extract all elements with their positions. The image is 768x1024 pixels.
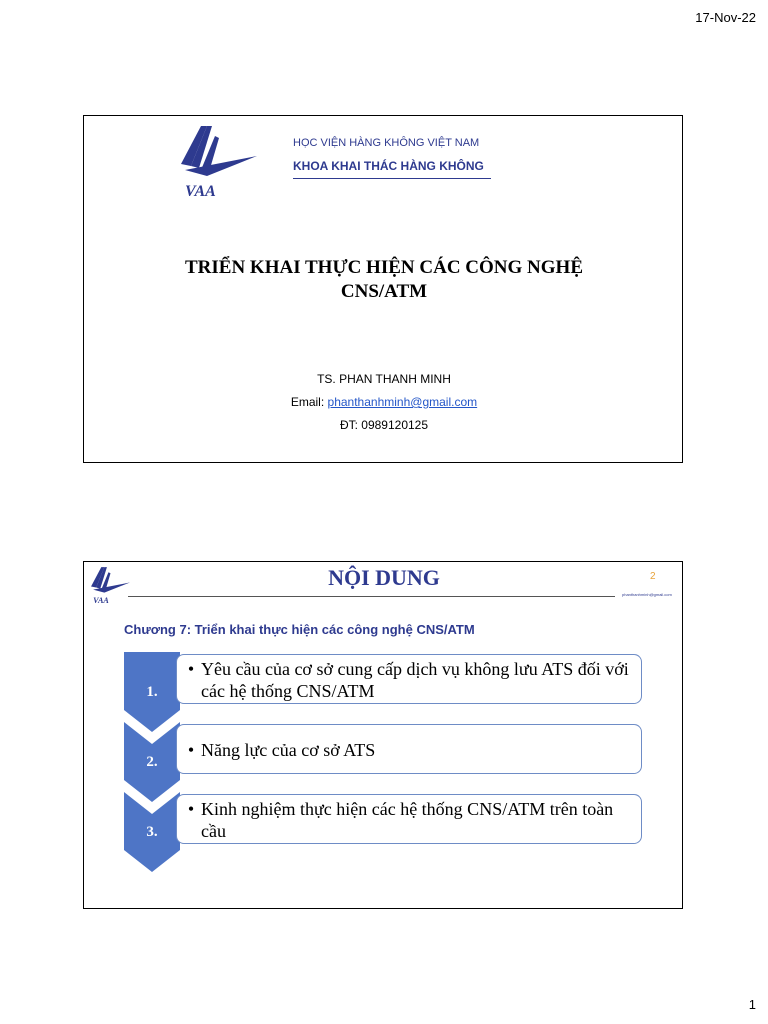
slide-number: 2: [650, 571, 656, 582]
title-line-2: CNS/ATM: [340, 281, 428, 302]
item-box: [176, 654, 642, 704]
slide-title: [114, 256, 654, 304]
item-text: Năng lực của cơ sở ATS: [201, 740, 376, 760]
item-text: Yêu cầu của cơ sở cung cấp dịch vụ không lưu ATS đối với các hệ thống CNS/ATM: [201, 659, 629, 701]
contents-slide: [83, 561, 683, 909]
list-item: [124, 652, 646, 732]
academy-name: HỌC VIỆN HÀNG KHÔNG VIỆT NAM: [293, 137, 480, 149]
item-box: [176, 794, 642, 844]
phone: ĐT: 0989120125: [339, 418, 429, 432]
page-date: 17-Nov-22: [695, 10, 756, 25]
page-number: 1: [748, 997, 756, 1012]
svg-text:VAA: VAA: [185, 183, 216, 200]
list-item: [124, 722, 646, 802]
author-block: [84, 368, 684, 437]
list-item: [124, 792, 646, 872]
item-box: [176, 724, 642, 774]
item-number: 3.: [146, 824, 158, 840]
email-line: [84, 391, 684, 414]
item-number: 2.: [146, 754, 158, 770]
faculty-name: KHOA KHAI THÁC HÀNG KHÔNG: [293, 159, 484, 173]
email-label: Email:: [290, 395, 328, 409]
svg-text:VAA: VAA: [93, 595, 109, 605]
email-link[interactable]: phanthanhminh@gmail.com: [327, 395, 478, 409]
item-text: Kinh nghiệm thực hiện các hệ thống CNS/ATM trên toàn cầu: [201, 799, 614, 841]
title-slide: [83, 115, 683, 463]
contents-title: NỘI DUNG: [328, 565, 440, 590]
author-name: TS. PHAN THANH MINH: [317, 372, 451, 386]
bullet-icon: •: [187, 659, 195, 679]
item-number: 1.: [146, 684, 158, 700]
bullet-icon: •: [187, 799, 195, 819]
title-line-1: TRIỂN KHAI THỰC HIỆN CÁC CÔNG NGHỆ: [185, 257, 583, 278]
bullet-icon: •: [187, 740, 195, 760]
footer-email: phanthanhminh@gmail.com: [622, 592, 672, 597]
title-rule: [128, 596, 615, 597]
chapter-heading: Chương 7: Triển khai thực hiện các công nghệ CNS/ATM: [124, 622, 475, 637]
vaa-logo: [177, 122, 259, 200]
faculty-underline: [293, 178, 491, 179]
